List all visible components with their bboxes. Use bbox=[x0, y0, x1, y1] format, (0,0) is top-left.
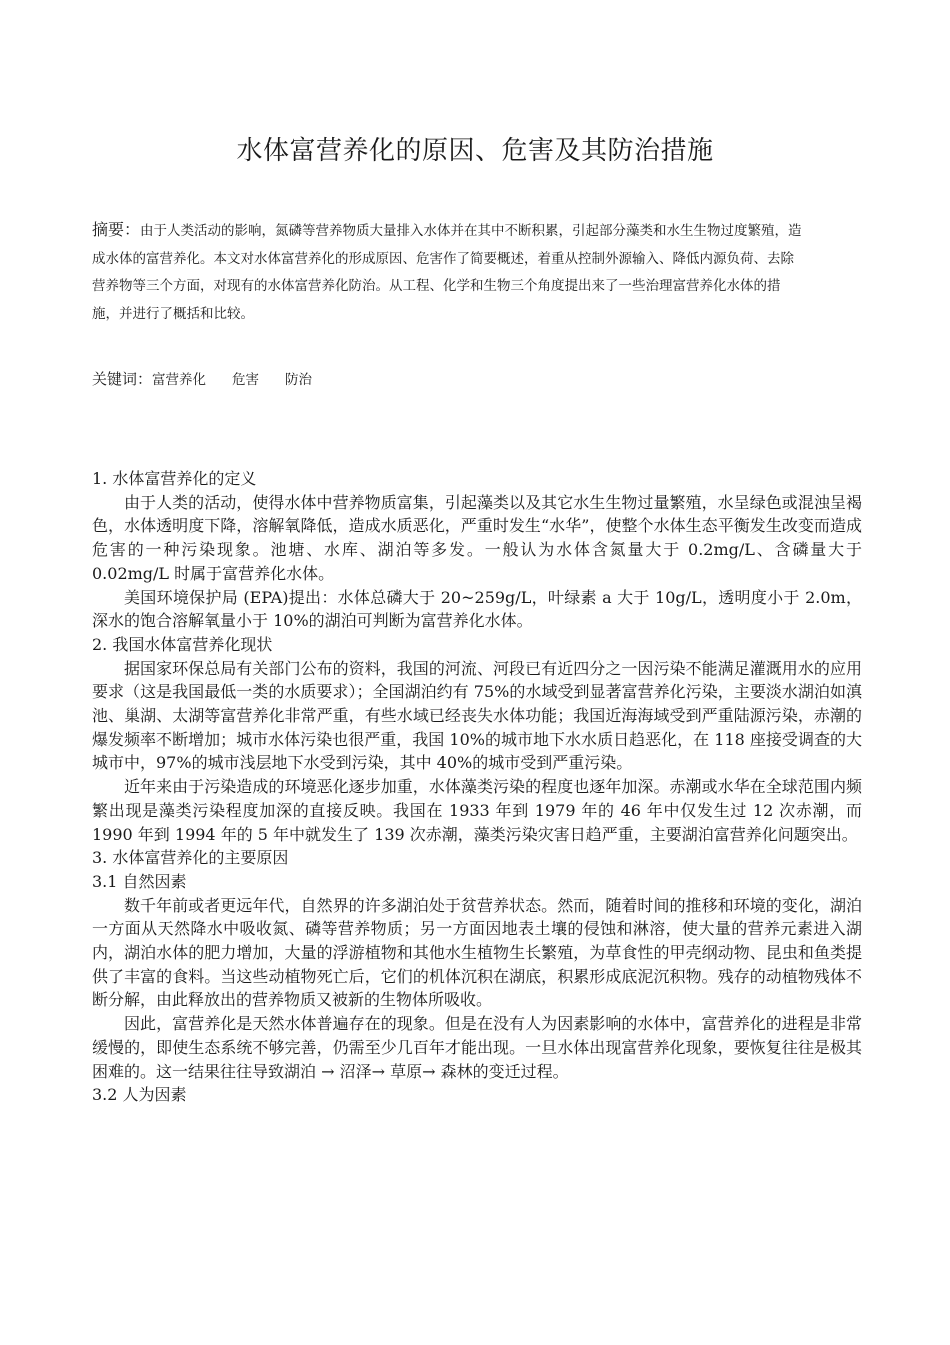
section-heading: 2. 我国水体富营养化现状 bbox=[92, 634, 273, 654]
subsection-heading: 3.2 人为因素 bbox=[92, 1085, 187, 1105]
abstract-label: 摘要： bbox=[92, 220, 141, 239]
keywords-label: 关键词： bbox=[92, 370, 153, 388]
section-heading: 3. 水体富营养化的主要原因 bbox=[92, 848, 289, 868]
paragraph: 近年来由于污染造成的环境恶化逐步加重，水体藻类污染的程度也逐年加深。赤潮或水华在全球范围内频繁出现是藻类污染程度加深的直接反映。我国在 1933 年到 1979 年的 46 年中仅发生过 12 次赤潮，而 1990 年到 1994 年的 5 年中就发生了 139 次赤潮，藻类污染灾害日趋严重，主要湖泊富营养化问题突出。 bbox=[92, 777, 862, 844]
subsection-heading: 3.1 自然因素 bbox=[92, 871, 187, 891]
paragraph: 数千年前或者更远年代，自然界的许多湖泊处于贫营养状态。然而，随着时间的推移和环境的变化，湖泊一方面从天然降水中吸收氮、磷等营养物质；另一方面因地表土壤的侵蚀和淋溶，使大量的营养元素进入湖内，湖泊水体的肥力增加，大量的浮游植物和其他水生植物生长繁殖，为草食性的甲壳纲动物、昆虫和鱼类提供了丰富的食料。当这些动植物死亡后，它们的机体沉积在湖底，积累形成底泥沉积物。残存的动植物残体不断分解，由此释放出的营养物质又被新的生物体所吸收。 bbox=[92, 895, 862, 1010]
paragraph: 据国家环保总局有关部门公布的资料，我国的河流、河段已有近四分之一因污染不能满足灌溉用水的应用要求（这是我国最低一类的水质要求）；全国湖泊约有 75%的水域受到显著富营养化污染，主要淡水湖泊如滇池、巢湖、太湖等富营养化非常严重，有些水域已经丧失水体功能；我国近海海域受到严重陆源污染，赤潮的爆发频率不断增加；城市水体污染也很严重，我国 10%的城市地下水水质日趋恶化，在 118 座接受调查的大城市中，97%的城市浅层地下水受到污染，其中 40%的城市受到严重污染。 bbox=[92, 658, 862, 773]
keyword-item: 危害 bbox=[232, 372, 260, 388]
paragraph: 美国环境保护局 (EPA)提出：水体总磷大于 20~259g/L，叶绿素 a 大于 10g/L，透明度小于 2.0m，深水的饱合溶解氧量小于 10%的湖泊可判断为富营养化水体。 bbox=[92, 587, 862, 631]
keyword-item: 富营养化 bbox=[152, 372, 207, 388]
keywords bbox=[92, 368, 338, 389]
abstract-text: 由于人类活动的影响，氮磷等营养物质大量排入水体并在其中不断积累，引起部分藻类和水生生物过度繁殖，造成水体的富营养化。本文对水体富营养化的形成原因、危害作了简要概述，着重从控制外源输入、降低内源负荷、去除营养物等三个方面，对现有的水体富营养化防治。从工程、化学和生物三个角度提出来了一些治理富营养化水体的措施，并进行了概括和比较。 bbox=[92, 223, 802, 322]
abstract bbox=[92, 216, 802, 328]
paragraph: 由于人类的活动，使得水体中营养物质富集，引起藻类以及其它水生生物过量繁殖，水呈绿色或混浊呈褐色，水体透明度下降，溶解氧降低，造成水质恶化，严重时发生“水华”，使整个水体生态平衡发生改变而造成危害的一种污染现象。池塘、水库、湖泊等多发。一般认为水体含氮量大于 0.2mg/L、含磷量大于 0.02mg/L 时属于富营养化水体。 bbox=[92, 492, 862, 583]
document-title: 水体富营养化的原因、危害及其防治措施 bbox=[236, 136, 714, 166]
paragraph: 因此，富营养化是天然水体普遍存在的现象。但是在没有人为因素影响的水体中，富营养化的进程是非常缓慢的，即使生态系统不够完善，仍需至少几百年才能出现。一旦水体出现富营养化现象，要恢复往往是极其困难的。这一结果往往导致湖泊 → 沼泽→ 草原→ 森林的变迁过程。 bbox=[92, 1014, 862, 1081]
section-heading: 1. 水体富营养化的定义 bbox=[92, 469, 257, 488]
document-body bbox=[92, 467, 862, 1107]
keyword-item: 防治 bbox=[285, 372, 313, 388]
